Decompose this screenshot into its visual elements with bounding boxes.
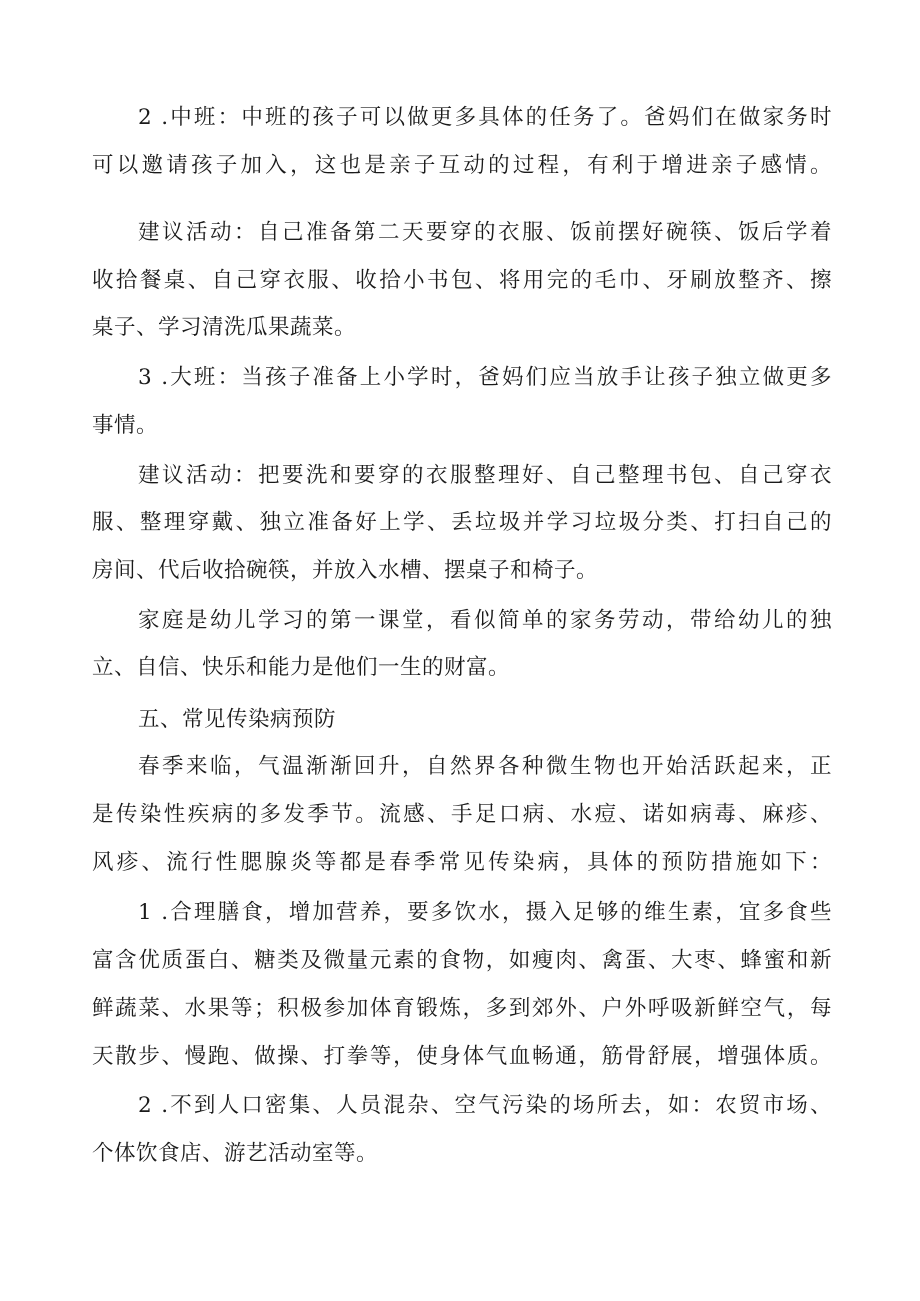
paragraph-spring-line-1: 春季来临，气温渐渐回升，自然界各种微生物也开始活跃起来，正 xyxy=(138,754,832,779)
paragraph-middle-class-line-1: 2 .中班：中班的孩子可以做更多具体的任务了。爸妈们在做家务时 xyxy=(138,105,832,130)
paragraph-middle-activities-line-3: 桌子、学习清洗瓜果蔬菜。 xyxy=(92,315,357,340)
section-heading-infectious-disease: 五、常见传染病预防 xyxy=(138,707,337,732)
paragraph-measure-1-line-4: 天散步、慢跑、做操、打拳等，使身体气血畅通，筋骨舒展，增强体质。 xyxy=(92,1044,832,1069)
paragraph-spring-line-2: 是传染性疾病的多发季节。流感、手足口病、水痘、诺如病毒、麻疹、 xyxy=(92,802,832,827)
paragraph-senior-class-line-1: 3 .大班：当孩子准备上小学时，爸妈们应当放手让孩子独立做更多 xyxy=(138,365,832,390)
paragraph-middle-activities-line-2: 收拾餐桌、自己穿衣服、收拾小书包、将用完的毛巾、牙刷放整齐、擦 xyxy=(92,268,832,293)
paragraph-family-line-2: 立、自信、快乐和能力是他们一生的财富。 xyxy=(92,655,511,680)
paragraph-measure-2-line-2: 个体饮食店、游艺活动室等。 xyxy=(92,1141,379,1166)
paragraph-senior-class-line-2: 事情。 xyxy=(92,413,159,438)
paragraph-measure-1-line-2: 富含优质蛋白、糖类及微量元素的食物，如瘦肉、禽蛋、大枣、蜂蜜和新 xyxy=(92,948,832,973)
paragraph-measure-1-line-3: 鲜蔬菜、水果等；积极参加体育锻炼，多到郊外、户外呼吸新鲜空气，每 xyxy=(92,996,832,1021)
paragraph-measure-2-line-1: 2 .不到人口密集、人员混杂、空气污染的场所去，如：农贸市场、 xyxy=(138,1093,832,1118)
paragraph-spring-line-3: 风疹、流行性腮腺炎等都是春季常见传染病，具体的预防措施如下： xyxy=(92,850,832,875)
paragraph-senior-activities-line-1: 建议活动：把要洗和要穿的衣服整理好、自己整理书包、自己穿衣 xyxy=(138,463,832,488)
paragraph-middle-class-line-2: 可以邀请孩子加入，这也是亲子互动的过程，有利于增进亲子感情。 xyxy=(92,153,832,178)
paragraph-senior-activities-line-2: 服、整理穿戴、独立准备好上学、丢垃圾并学习垃圾分类、打扫自己的 xyxy=(92,510,832,535)
paragraph-senior-activities-line-3: 房间、代后收拾碗筷，并放入水槽、摆桌子和椅子。 xyxy=(92,558,599,583)
paragraph-family-line-1: 家庭是幼儿学习的第一课堂，看似简单的家务劳动，带给幼儿的独 xyxy=(138,608,832,633)
paragraph-middle-activities-line-1: 建议活动：自己准备第二天要穿的衣服、饭前摆好碗筷、饭后学着 xyxy=(138,220,832,245)
paragraph-measure-1-line-1: 1 .合理膳食，增加营养，要多饮水，摄入足够的维生素，宜多食些 xyxy=(138,900,832,925)
